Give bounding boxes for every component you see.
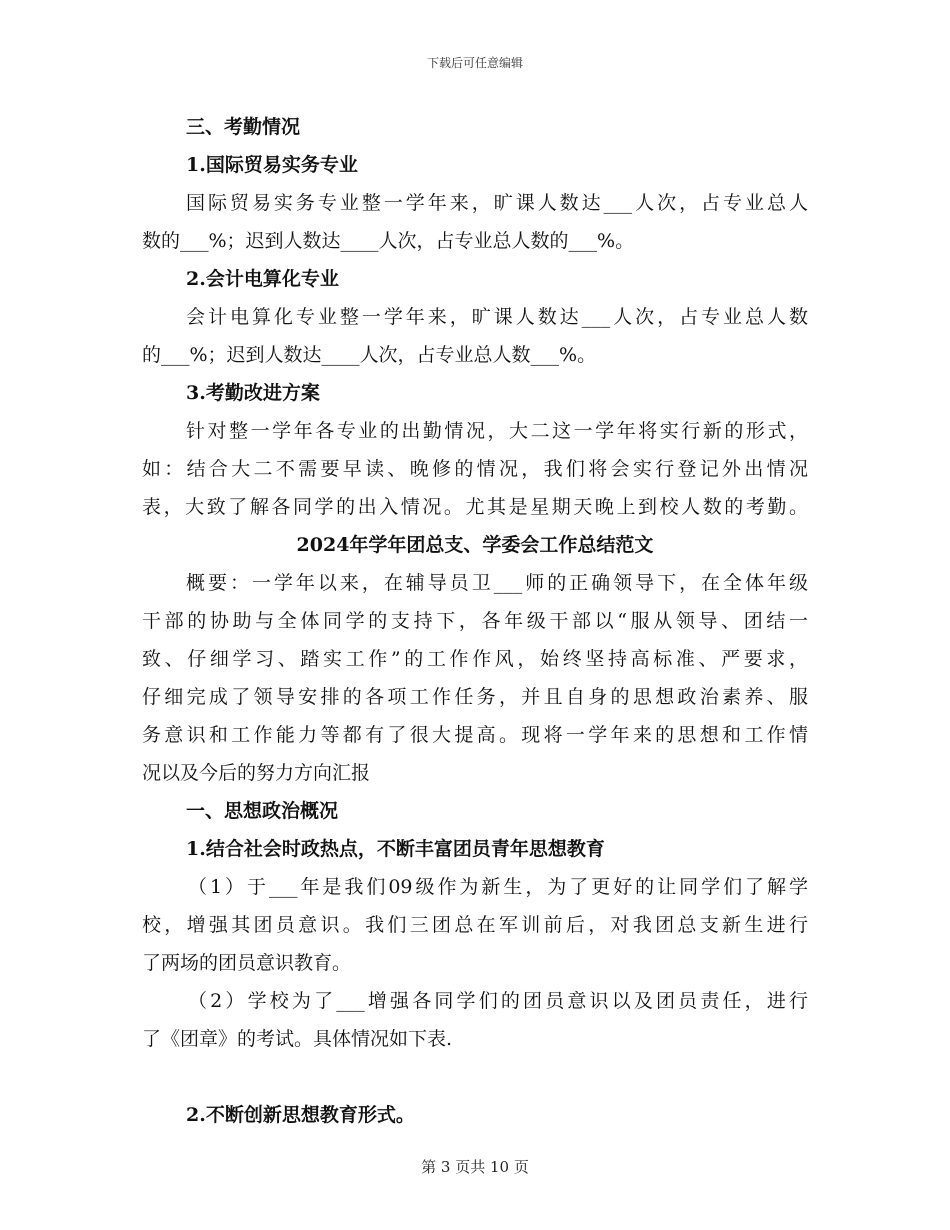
paragraph-line: 了两场的团员意识教育。 (142, 952, 352, 974)
paragraph-line: 况以及今后的努力方向汇报 (142, 762, 371, 784)
paragraph-line: 仔细完成了领导安排的各项工作任务，并且自身的思想政治素养、服 (142, 686, 808, 708)
paragraph-line: 了《团章》的考试。具体情况如下表. (142, 1028, 453, 1050)
paragraph-line: 务意识和工作能力等都有了很大提高。现将一学年来的思想和工作情 (142, 724, 808, 746)
subsection-heading: 1.结合社会时政热点，不断丰富团员青年思想教育 (186, 838, 605, 860)
paragraph-line: 国际贸易实务专业整一学年来，旷课人数达___人次，占专业总人 (186, 192, 808, 214)
paragraph-line: 干部的协助与全体同学的支持下，各年级干部以“服从领导、团结一 (142, 610, 808, 632)
paragraph-line: （2）学校为了___增强各同学们的团员意识以及团员责任，进行 (188, 990, 808, 1012)
subsection-heading: 2.不断创新思想教育形式。 (186, 1104, 415, 1126)
document-body (142, 108, 808, 1134)
paragraph-line: 概要：一学年以来，在辅导员卫___师的正确领导下，在全体年级 (186, 572, 808, 594)
paragraph-line: 数的___%；迟到人数达____人次，占专业总人数的___%。 (142, 230, 635, 252)
subsection-heading: 3.考勤改进方案 (186, 382, 320, 404)
page-footer: 第 3 页共 10 页 (421, 1158, 529, 1176)
paragraph-line: 致、仔细学习、踏实工作”的工作作风，始终坚持高标准、严要求， (142, 648, 808, 670)
paragraph-line: 如：结合大二不需要早读、晚修的情况，我们将会实行登记外出情况 (142, 458, 808, 480)
paragraph-line: 会计电算化专业整一学年来，旷课人数达___人次，占专业总人数 (186, 306, 808, 328)
page-header: 下载后可任意编辑 (426, 56, 523, 70)
section-heading: 三、考勤情况 (186, 116, 301, 138)
blank-space (142, 1058, 808, 1096)
section-heading: 一、思想政治概况 (186, 800, 339, 822)
paragraph-line: 的___%；迟到人数达____人次，占专业总人数___%。 (142, 344, 597, 366)
paragraph-line: 校，增强其团员意识。我们三团总在军训前后，对我团总支新生进行 (142, 914, 808, 936)
paragraph-line: （1）于___年是我们09级作为新生，为了更好的让同学们了解学 (188, 876, 808, 898)
paragraph-line: 表，大致了解各同学的出入情况。尤其是星期天晚上到校人数的考勤。 (142, 496, 808, 518)
subsection-heading: 1.国际贸易实务专业 (186, 154, 358, 176)
document-title: 2024年学年团总支、学委会工作总结范文 (296, 534, 654, 556)
subsection-heading: 2.会计电算化专业 (186, 268, 339, 290)
paragraph-line: 针对整一学年各专业的出勤情况，大二这一学年将实行新的形式， (186, 420, 808, 442)
